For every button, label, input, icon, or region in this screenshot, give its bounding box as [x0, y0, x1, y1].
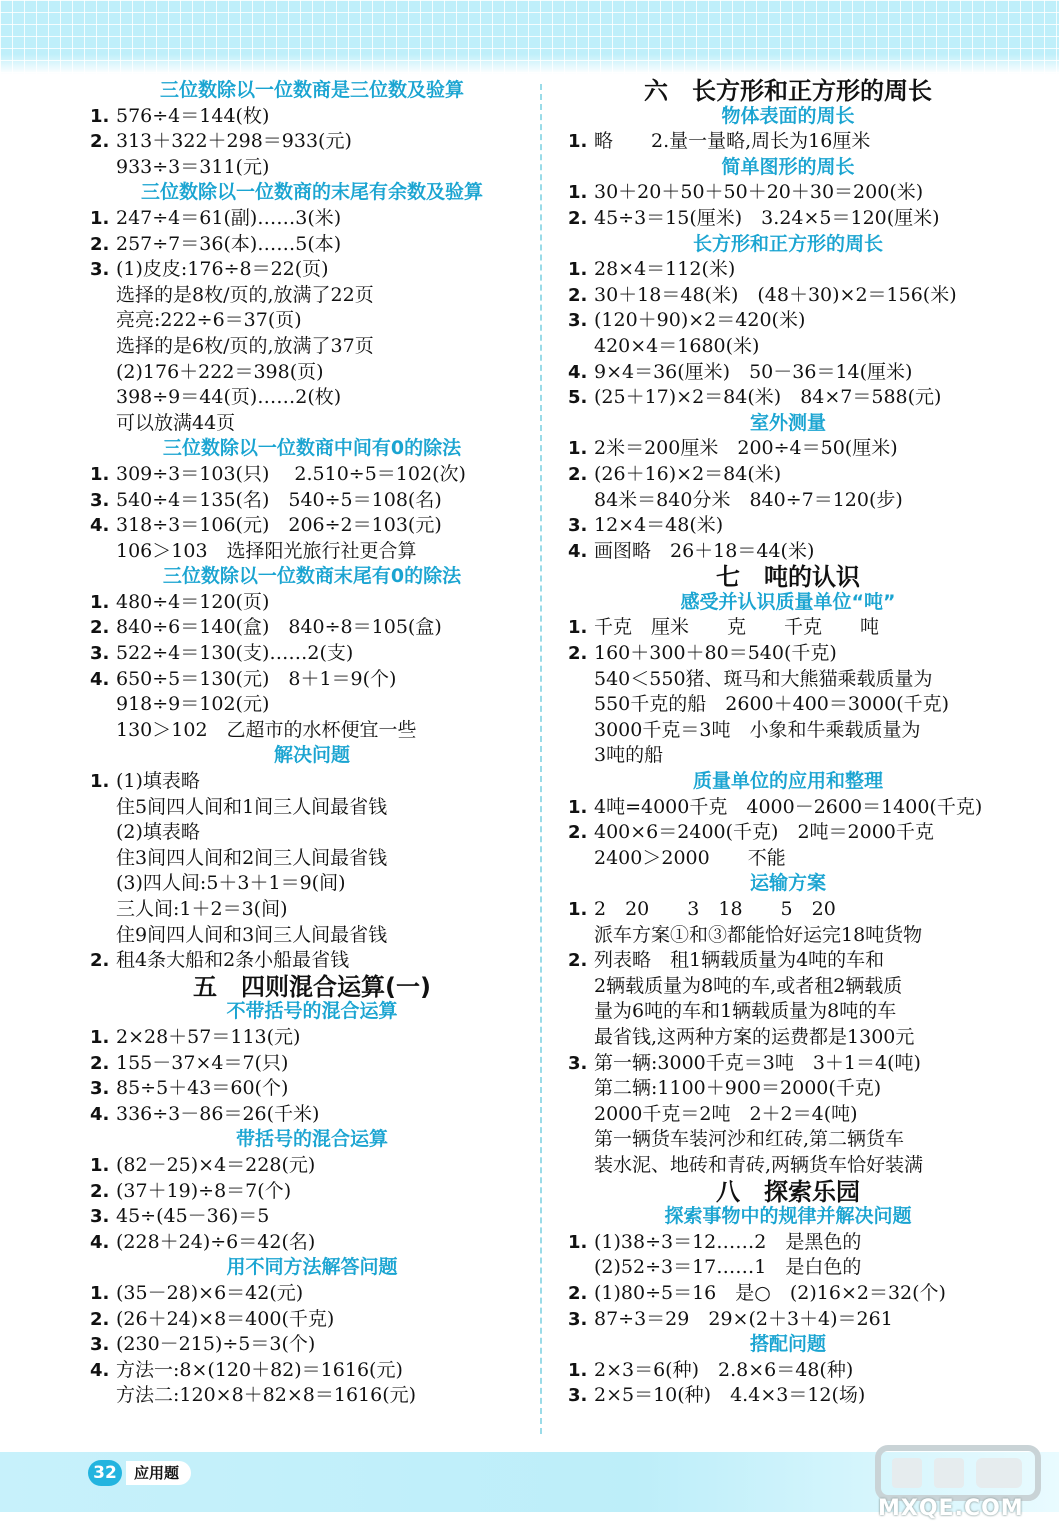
question-number: 1. [568, 617, 588, 639]
answer-text: 540÷4＝135(名) 540÷5＝108(名) [116, 488, 442, 511]
question-number: 4. [568, 540, 588, 562]
answer-line [90, 104, 534, 130]
question-number: 1. [90, 105, 110, 127]
answer-line [568, 308, 1008, 334]
question-number: 1. [568, 259, 588, 281]
answer-text: 257÷7＝36(本)……5(本) [116, 232, 342, 255]
question-number: 2. [568, 284, 588, 306]
question-number: 3. [90, 1078, 110, 1100]
answer-continuation: (3)四人间:5＋3＋1＝9(间) [116, 872, 346, 895]
answer-line [568, 436, 1008, 462]
answer-text: (1)38÷3＝12……2 是黑色的 [594, 1230, 862, 1253]
answer-text: 30＋20＋50＋50＋20＋30＝200(米) [594, 181, 924, 204]
section-heading: 三位数除以一位数商中间有0的除法 [162, 437, 462, 460]
question-number: 1. [90, 1154, 110, 1176]
question-number: 1. [568, 1231, 588, 1253]
answer-text: 576÷4＝144(枚) [116, 104, 270, 127]
answer-continuation: 住3间四人间和2间三人间最省钱 [116, 846, 388, 869]
question-number: 3. [90, 259, 110, 281]
chapter-heading: 七 吨的认识 [716, 564, 860, 590]
answer-line [90, 1204, 534, 1230]
answer-line [90, 488, 534, 514]
answer-text: (1)80÷5＝16 是○ (2)16×2＝32(个) [594, 1281, 946, 1304]
answer-line [90, 1281, 534, 1307]
answer-line [90, 129, 534, 155]
answer-text: 第一辆:3000千克＝3吨 3＋1＝4(吨) [594, 1051, 921, 1074]
answer-line [568, 1051, 1008, 1077]
chapter-heading: 六 长方形和正方形的周长 [644, 78, 932, 104]
section-heading: 用不同方法解答问题 [226, 1256, 398, 1279]
question-number: 4. [568, 361, 588, 383]
question-number: 1. [568, 182, 588, 204]
answer-line [568, 206, 1008, 232]
answer-text: 9×4＝36(厘米) 50－36＝14(厘米) [594, 360, 913, 383]
question-number: 4. [90, 1359, 110, 1381]
answer-line [568, 1383, 1008, 1409]
answer-line [568, 283, 1008, 309]
answer-text: (25＋17)×2＝84(米) 84×7＝588(元) [594, 386, 942, 409]
answer-line [90, 1076, 534, 1102]
section-heading: 三位数除以一位数商是三位数及验算 [159, 79, 464, 101]
answer-line [90, 641, 534, 667]
answer-line [90, 1102, 534, 1128]
question-number: 1. [568, 899, 588, 920]
answer-text: 12×4＝48(米) [594, 514, 724, 537]
answer-text: 28×4＝112(米) [594, 258, 736, 281]
answer-text: 160＋300＋80＝540(千克) [594, 642, 837, 665]
question-number: 3. [90, 1206, 110, 1228]
answer-line [90, 1358, 534, 1384]
answer-line [90, 1230, 534, 1256]
answer-continuation: 选择的是8枚/页的,放满了22页 [116, 283, 374, 306]
answer-line [90, 513, 534, 539]
answer-line [90, 769, 534, 795]
answer-continuation: 2000千克＝2吨 2＋2＝4(吨) [594, 1102, 858, 1125]
answer-line [568, 257, 1008, 283]
answer-text: 309÷3＝103(只) 2.510÷5＝102(次) [116, 462, 466, 485]
answer-line [568, 897, 1008, 923]
answer-text: (120＋90)×2＝420(米) [594, 309, 806, 332]
answer-continuation: 540＜550猪、斑马和大熊猫乘载质量为 [594, 667, 933, 690]
answer-text: (37＋19)÷8＝7(个) [116, 1179, 292, 1202]
answer-line [90, 1051, 534, 1077]
section-heading: 感受并认识质量单位“吨” [680, 590, 896, 613]
answer-text: 千克 厘米 克 千克 吨 [594, 616, 880, 639]
answer-continuation: 84米＝840分米 840÷7＝120(步) [594, 488, 903, 511]
answer-continuation: 量为6吨的车和1辆载质量为8吨的车 [594, 1000, 897, 1023]
answer-continuation: 550千克的船 2600＋400＝3000(千克) [594, 693, 950, 716]
section-heading: 物体表面的周长 [721, 104, 855, 127]
question-number: 2. [90, 1308, 110, 1330]
answer-line [568, 948, 1008, 974]
question-number: 1. [90, 207, 110, 229]
question-number: 3. [90, 1334, 110, 1356]
question-number: 3. [568, 1052, 588, 1074]
answer-continuation: (2)填表略 [116, 821, 200, 844]
question-number: 1. [568, 438, 588, 460]
answer-text: 2 20 3 18 5 20 [594, 898, 836, 920]
question-number: 1. [568, 1359, 588, 1381]
answer-text: 4吨=4000千克 4000－2600＝1400(千克) [594, 795, 983, 818]
section-heading: 三位数除以一位数商末尾有0的除法 [162, 565, 462, 588]
answer-line [568, 462, 1008, 488]
question-number: 2. [90, 1052, 110, 1074]
answer-text: 画图略 26＋18＝44(米) [594, 539, 815, 562]
section-heading: 不带括号的混合运算 [226, 1000, 398, 1023]
answer-text: (26＋16)×2＝84(米) [594, 462, 782, 485]
answer-text: 155－37×4＝7(只) [116, 1051, 289, 1074]
page-number-badge: 32 [88, 1460, 122, 1486]
question-number: 2. [568, 950, 588, 972]
answer-continuation: 918÷9＝102(元) [116, 693, 270, 716]
answer-text: 400×6＝2400(千克) 2吨＝2000千克 [594, 821, 934, 844]
question-number: 2. [90, 1180, 110, 1202]
question-number: 5. [568, 387, 588, 409]
question-number: 1. [90, 463, 110, 485]
answer-column-left [90, 78, 534, 1409]
section-heading: 解决问题 [273, 744, 350, 767]
section-heading: 简单图形的周长 [721, 155, 855, 178]
question-number: 2. [568, 643, 588, 665]
answer-text: 方法一:8×(120＋82)＝1616(元) [116, 1358, 403, 1381]
answer-line [568, 129, 1008, 155]
answer-continuation: 最省钱,这两种方案的运费都是1300元 [594, 1025, 915, 1048]
question-number: 2. [568, 822, 588, 844]
question-number: 4. [90, 1103, 110, 1125]
question-number: 3. [568, 1308, 588, 1330]
question-number: 3. [568, 310, 588, 332]
answer-continuation: 亮亮:222÷6＝37(页) [116, 309, 302, 332]
answer-line [568, 1230, 1008, 1256]
question-number: 2. [568, 463, 588, 485]
answer-line [568, 180, 1008, 206]
answer-continuation: 住9间四人间和3间三人间最省钱 [116, 923, 388, 946]
answer-line [568, 615, 1008, 641]
answer-continuation: 2辆载质量为8吨的车,或者租2辆载质 [594, 974, 903, 997]
answer-text: 313＋322＋298＝933(元) [116, 130, 352, 153]
answer-line [90, 462, 534, 488]
answer-line [90, 667, 534, 693]
question-number: 1. [90, 771, 110, 793]
answer-text: 650÷5＝130(元) 8＋1＝9(个) [116, 667, 397, 690]
question-number: 3. [90, 489, 110, 511]
section-heading: 室外测量 [749, 411, 826, 434]
answer-line [568, 641, 1008, 667]
answer-continuation: 可以放满44页 [116, 411, 236, 434]
section-heading: 运输方案 [749, 872, 826, 895]
answer-text: (228＋24)÷6＝42(名) [116, 1230, 316, 1253]
answer-line [568, 360, 1008, 386]
answer-text: 85÷5＋43＝60(个) [116, 1077, 289, 1100]
chapter-heading: 五 四则混合运算(一) [193, 973, 431, 1000]
answer-continuation: 第二辆:1100＋900＝2000(千克) [594, 1077, 882, 1100]
answer-text: (35－28)×6＝42(元) [116, 1281, 304, 1304]
answer-text: 45÷3＝15(厘米) 3.24×5＝120(厘米) [594, 206, 940, 229]
answer-line [90, 590, 534, 616]
answer-text: 列表略 租1辆载质量为4吨的车和 [594, 949, 885, 972]
question-number: 2. [90, 950, 110, 972]
answer-column-right [568, 78, 1008, 1409]
answer-continuation: 2400＞2000 不能 [594, 846, 786, 869]
answer-line [568, 513, 1008, 539]
answer-line [90, 232, 534, 258]
question-number: 1. [90, 1026, 110, 1048]
question-number: 4. [90, 515, 110, 537]
answer-continuation: 装水泥、地砖和青砖,两辆货车恰好装满 [594, 1153, 924, 1176]
answer-continuation: 933÷3＝311(元) [116, 155, 270, 178]
answer-continuation: 方法二:120×8＋82×8＝1616(元) [116, 1384, 417, 1407]
answer-text: 2×5＝10(种) 4.4×3＝12(场) [594, 1384, 866, 1407]
answer-text: (1)皮皮:176÷8＝22(页) [116, 258, 329, 281]
answer-text: 2米＝200厘米 200÷4＝50(厘米) [594, 437, 898, 460]
answer-line [90, 1332, 534, 1358]
question-number: 2. [90, 233, 110, 255]
section-heading: 带括号的混合运算 [235, 1128, 388, 1151]
column-divider [540, 84, 542, 1434]
answer-continuation: 3吨的船 [594, 744, 664, 767]
answer-continuation: 420×4＝1680(米) [594, 334, 760, 357]
answer-continuation: (2)176＋222＝398(页) [116, 360, 324, 383]
answer-text: 45÷(45－36)＝5 [116, 1205, 270, 1228]
answer-line [568, 1358, 1008, 1384]
answer-text: 840÷6＝140(盒) 840÷8＝105(盒) [116, 616, 442, 639]
answer-text: 522÷4＝130(支)……2(支) [116, 642, 354, 665]
watermark-text: MXQE.COM [878, 1496, 1024, 1521]
answer-line [90, 1307, 534, 1333]
chapter-heading: 八 探索乐园 [716, 1178, 860, 1205]
answer-line [90, 257, 534, 283]
answer-continuation: 第一辆货车装河沙和红砖,第二辆货车 [594, 1128, 905, 1151]
answer-continuation: 106＞103 选择阳光旅行社更合算 [116, 539, 417, 562]
answer-line [568, 539, 1008, 565]
answer-text: 略 2.量一量略,周长为16厘米 [594, 130, 871, 153]
answer-text: (26＋24)×8＝400(千克) [116, 1307, 335, 1330]
question-number: 3. [568, 1385, 588, 1407]
answer-line [568, 820, 1008, 846]
answer-text: 2×3＝6(种) 2.8×6＝48(种) [594, 1358, 854, 1381]
page-section-label: 应用题 [126, 1461, 191, 1485]
answer-line [568, 385, 1008, 411]
answer-continuation: 三人间:1＋2＝3(间) [116, 898, 288, 920]
answer-line [90, 1179, 534, 1205]
question-number: 1. [568, 796, 588, 818]
answer-text: 2×28＋57＝113(元) [116, 1025, 301, 1048]
answer-line [90, 1153, 534, 1179]
question-number: 3. [568, 515, 588, 537]
answer-text: 87÷3＝29 29×(2＋3＋4)＝261 [594, 1307, 893, 1330]
answer-continuation: 398÷9＝44(页)……2(枚) [116, 386, 342, 409]
question-number: 2. [568, 1282, 588, 1304]
answer-line [90, 206, 534, 232]
answer-continuation: 130＞102 乙超市的水杯便宜一些 [116, 718, 417, 741]
answer-line [568, 1307, 1008, 1333]
question-number: 2. [90, 617, 110, 639]
answer-continuation: (2)52÷3＝17……1 是白色的 [594, 1256, 862, 1279]
answer-text: (1)填表略 [116, 770, 200, 793]
answer-line [90, 1025, 534, 1051]
answer-line [90, 948, 534, 974]
answer-continuation: 选择的是6枚/页的,放满了37页 [116, 334, 374, 357]
header-grid-band [0, 0, 1059, 74]
answer-text: 318÷3＝106(元) 206÷2＝103(元) [116, 514, 442, 537]
answer-text: (230－215)÷5＝3(个) [116, 1333, 316, 1356]
section-heading: 长方形和正方形的周长 [692, 232, 883, 255]
question-number: 1. [90, 1282, 110, 1304]
section-heading: 搭配问题 [749, 1333, 826, 1356]
answer-continuation: 住5间四人间和1间三人间最省钱 [116, 795, 388, 818]
answer-text: 480÷4＝120(页) [116, 590, 270, 613]
answer-line [90, 615, 534, 641]
answer-text: 336÷3－86＝26(千米) [116, 1102, 320, 1125]
question-number: 1. [90, 591, 110, 613]
answer-text: (82－25)×4＝228(元) [116, 1153, 316, 1176]
section-heading: 质量单位的应用和整理 [692, 770, 883, 793]
answer-text: 30＋18＝48(米) (48＋30)×2＝156(米) [594, 283, 957, 306]
answer-text: 247÷4＝61(副)……3(米) [116, 206, 342, 229]
answer-continuation: 3000千克＝3吨 小象和牛乘载质量为 [594, 718, 921, 741]
answer-line [568, 795, 1008, 821]
question-number: 2. [568, 207, 588, 229]
question-number: 4. [90, 1231, 110, 1253]
question-number: 2. [90, 131, 110, 153]
answer-continuation: 派车方案①和③都能恰好运完18吨货物 [594, 923, 923, 946]
answer-line [568, 1281, 1008, 1307]
section-heading: 探索事物中的规律并解决问题 [664, 1205, 912, 1228]
section-heading: 三位数除以一位数商的末尾有余数及验算 [140, 181, 483, 204]
question-number: 4. [90, 668, 110, 690]
answer-text: 租4条大船和2条小船最省钱 [116, 949, 350, 972]
question-number: 1. [568, 131, 588, 153]
question-number: 3. [90, 643, 110, 665]
